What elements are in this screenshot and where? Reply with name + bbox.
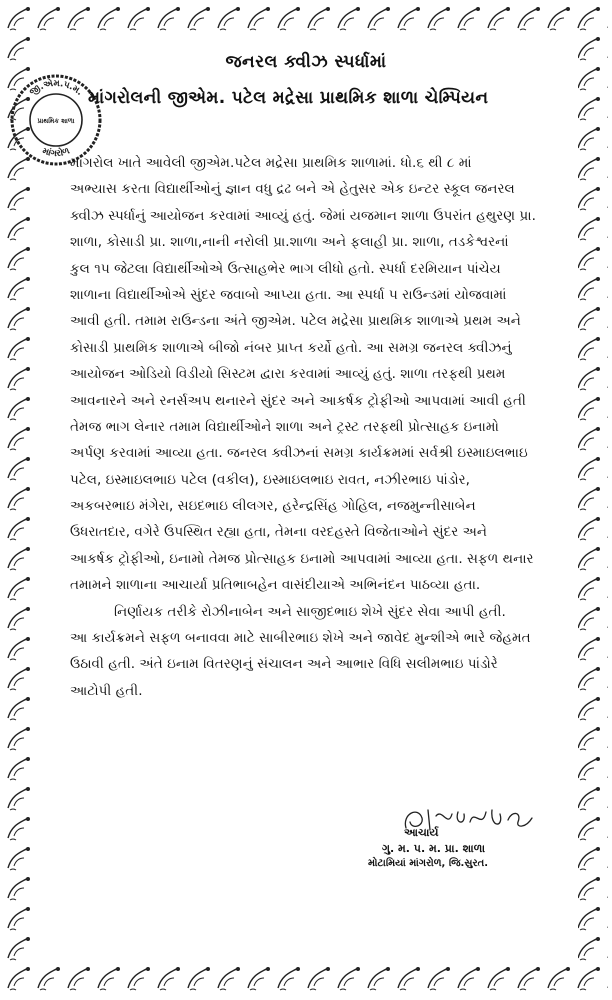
article-line: ક્વીઝ સ્પર્ધાનું આયોજન કરવામાં આવ્યું હતું. જેમાં યજમાન શાળા ઉપરાંત હથુરણ પ્રા. xyxy=(70,207,536,224)
article-body xyxy=(70,150,570,704)
article-line: ઉઠાવી હતી. અંતે ઇનામ વિતરણનું સંચાલન અને આભાર વિધિ સલીમભાઇ પાંડોરે xyxy=(70,656,498,673)
article-line: નિર્ણાયક તરીકે રોઝીનાબેન અને સાજીદભાઇ શેખે સુંદર સેવા આપી હતી. xyxy=(114,603,506,620)
article-line: અકબરભાઇ મંગેરા, સઇદભાઇ લીલગર, હરેન્દ્રસિંહ ગોહિલ, નજમુન્નીસાબેન xyxy=(70,498,476,515)
article-line: માંગરોલ ખાતે આવેલી જીએમ.પટેલ મદ્રેસા પ્રાથમિક શાળામાં. ધો.૬ થી ૮ માં xyxy=(70,155,472,171)
stamp-top-text: જી.એમ.પ.મ. xyxy=(27,78,85,98)
signatory-title: આચાર્ય xyxy=(404,826,439,839)
article-line: આયોજન ઓડિયો વિડીયો સિસ્ટમ દ્વારા કરવામાં આવ્યું હતું. શાળા તરફથી પ્રથમ xyxy=(70,366,506,383)
article-line: આવનારને અને રનર્સઅપ થનારને સુંદર અને આકર્ષક ટ્રોફીઓ આપવામાં આવી હતી xyxy=(70,392,526,409)
article-line: તેમજ ભાગ લેનાર તમામ વિદ્યાર્થીઓને શાળા અને ટ્રસ્ટ તરફથી પ્રોત્સાહક ઇનામો xyxy=(70,418,499,435)
article-line: શાળાના વિદ્યાર્થીઓએ સુંદર જવાબો આપ્યા હતા. આ સ્પર્ધા ૫ રાઉન્ડમાં યોજવામાં xyxy=(70,286,507,303)
signatory-address: મોટામિયાં માંગરોળ, જિ.સુરત. xyxy=(368,858,489,869)
article-line: અભ્યાસ કરતા વિદ્યાર્થીઓનું જ્ઞાન વધુ દ્રઢ બને એ હેતુસર એક ઇન્ટર સ્કૂલ જનરલ xyxy=(70,181,515,198)
article-line: તમામને શાળાના આચાર્યા પ્રતિભાબહેન વાસંદીયાએ અભિનંદન પાઠવ્યા હતા. xyxy=(70,577,481,594)
article-line: આવી હતી. તમામ રાઉન્ડના અંતે જીએમ. પટેલ મદ્રેસા પ્રાથમિક શાળાએ પ્રથમ અને xyxy=(70,313,521,330)
stamp-bottom-text: માંગરોળ xyxy=(40,146,72,160)
article-line: આ કાર્યક્રમને સફળ બનાવવા માટે સાબીરભાઇ શેખે અને જાવેદ મુન્શીએ ભારે જેહમત xyxy=(70,630,531,647)
signatory-school: ગુ. મ. પ. મ. પ્રા. શાળા xyxy=(382,842,486,855)
headline-title: જનરલ ક્વીઝ સ્પર્ધામાં xyxy=(225,52,387,72)
article-line: ઉધરાતદાર, વગેરે ઉપસ્થિત રહ્યા હતા, તેમના વરદહસ્તે વિજેતાઓને સુંદર અને xyxy=(70,524,488,541)
article-line: આટોપી હતી. xyxy=(70,682,143,699)
article-line: અર્પણ કરવામાં આવ્યા હતા. જનરલ ક્વીઝનાં સમગ્ર કાર્યક્રમમાં સર્વશ્રી ઇસ્માઇલભાઇ xyxy=(70,445,528,462)
article-line: આકર્ષક ટ્રોફીઓ, ઇનામો તેમજ પ્રોત્સાહક ઇનામો આપવામાં આવ્યા હતા. સફળ થનાર xyxy=(70,550,534,567)
article-line: પટેલ, ઇસ્માઇલભાઇ પટેલ (વકીલ), ઇસ્માઇલભાઇ રાવત, નઝીરભાઇ પાંડોર, xyxy=(70,471,470,488)
article-line: શાળા, કોસાડી પ્રા. શાળા,નાની નરોલી પ્રા.શાળા અને ફલાહી પ્રા. શાળા, તડકેશ્વરનાં xyxy=(70,234,509,251)
headline-subtitle: માંગરોલની જીએમ. પટેલ મદ્રેસા પ્રાથમિક શાળા ચેમ્પિયન xyxy=(88,88,489,108)
svg-text:માંગરોળ xyxy=(41,145,71,159)
stamp-center-text: પ્રાથમિક શાળા xyxy=(37,117,75,125)
article-line: કોસાડી પ્રાથમિક શાળાએ બીજો નંબર પ્રાપ્ત કર્યો હતો. આ સમગ્ર જનરલ ક્વીઝનું xyxy=(70,339,512,356)
article-line: કુલ ૧૫ જેટલા વિદ્યાર્થીઓએ ઉત્સાહભેર ભાગ લીધો હતો. સ્પર્ધા દરમિયાન પાંચેય xyxy=(70,260,501,277)
